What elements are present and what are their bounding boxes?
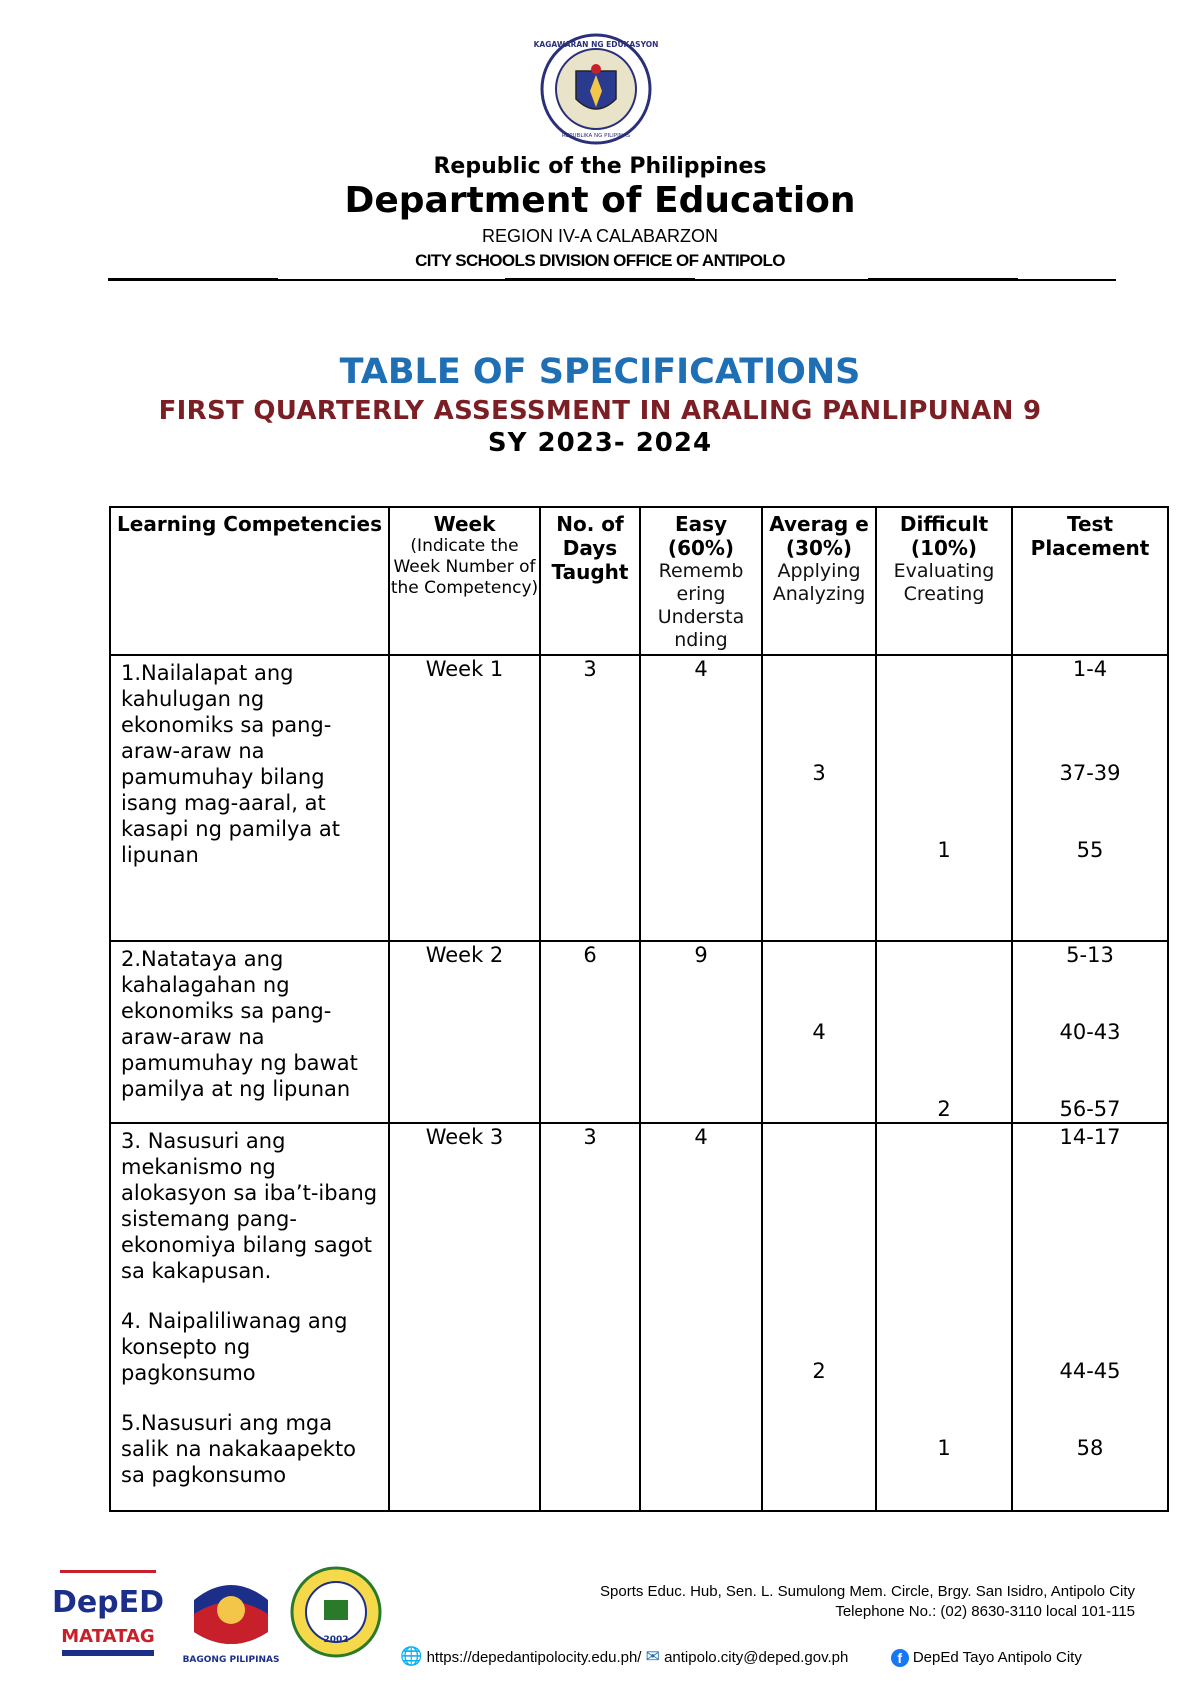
footer-address-block — [600, 1582, 1135, 1622]
week-cell: Week 3 — [389, 1123, 540, 1511]
email-icon: ✉ — [645, 1647, 660, 1666]
website-link[interactable]: https://depedantipolocity.edu.ph/ — [426, 1649, 642, 1666]
difficult-value: 1 — [937, 1436, 951, 1460]
document-subtitle: FIRST QUARTERLY ASSESSMENT IN ARALING PANLIPUNAN 9 — [158, 396, 1042, 426]
placement-average: 37-39 — [1059, 761, 1121, 785]
difficult-value: 1 — [937, 838, 951, 862]
placement-cell — [1012, 1123, 1168, 1511]
svg-text:2002: 2002 — [323, 1635, 349, 1645]
competency-text: 4. Naipaliliwanag ang konsepto ng pagkonsumo — [121, 1309, 348, 1385]
header-easy-sub: Rememb ering Understa nding — [657, 560, 745, 651]
placement-difficult: 55 — [1076, 838, 1104, 862]
division-heading: CITY SCHOOLS DIVISION OFFICE OF ANTIPOLO — [415, 251, 785, 270]
email-link[interactable]: antipolo.city@deped.gov.ph — [664, 1649, 849, 1666]
republic-heading: Republic of the Philippines — [433, 154, 767, 179]
facebook-icon: f — [891, 1649, 909, 1667]
days-cell: 3 — [540, 655, 640, 941]
placement-easy: 14-17 — [1059, 1125, 1121, 1149]
header-week: Week (Indicate the Week Number of the Competency) — [389, 507, 540, 655]
week-cell: Week 2 — [389, 941, 540, 1123]
header-divider-thick-mid — [505, 278, 695, 281]
table-row — [110, 655, 1168, 941]
easy-cell: 9 — [640, 941, 762, 1123]
footer-telephone: Telephone No.: (02) 8630-3110 local 101-115 — [835, 1603, 1135, 1620]
competency-cell — [110, 1123, 389, 1511]
header-divider-thick-right — [868, 278, 1018, 281]
table-row — [110, 941, 1168, 1123]
seal-text: KAGAWARAN NG EDUKASYON — [533, 40, 659, 49]
header-easy: Easy (60%) Rememb ering Understa nding — [640, 507, 762, 655]
average-cell — [762, 1123, 876, 1511]
placement-difficult: 58 — [1076, 1436, 1104, 1460]
placement-average: 44-45 — [1059, 1359, 1121, 1383]
competency-text: 5.Nasusuri ang mga salik na nakakaapekto sa pagkonsumo — [121, 1411, 357, 1487]
difficult-cell — [876, 941, 1012, 1123]
difficult-cell — [876, 1123, 1012, 1511]
header-week-note: (Indicate the Week Number of the Competency) — [390, 536, 539, 598]
seal-text-bottom: REPUBLIKA NG PILIPINAS — [561, 133, 631, 139]
header-placement: Test Placement — [1012, 507, 1168, 655]
division-seal-logo — [290, 1566, 382, 1658]
region-heading: REGION IV-A CALABARZON — [481, 226, 719, 246]
document-title: TABLE OF SPECIFICATIONS — [339, 352, 861, 392]
easy-cell: 4 — [640, 655, 762, 941]
difficult-cell — [876, 655, 1012, 941]
week-cell: Week 1 — [389, 655, 540, 941]
placement-cell — [1012, 655, 1168, 941]
table-header-row — [110, 507, 1168, 655]
header-difficult: Difficult (10%) Evaluating Creating — [876, 507, 1012, 655]
days-cell: 3 — [540, 1123, 640, 1511]
difficult-value: 2 — [937, 1097, 951, 1121]
competency-text: 3. Nasusuri ang mekanismo ng alokasyon sa iba’t-ibang sistemang pang-ekonomiya bilang sagot sa kakapusan. — [121, 1129, 378, 1283]
header-difficult-sub: Evaluating Creating — [893, 560, 995, 605]
svg-text:BAGONG PILIPINAS: BAGONG PILIPINAS — [182, 1655, 280, 1665]
header-days: No. of Days Taught — [540, 507, 640, 655]
deped-seal-logo — [533, 33, 659, 145]
svg-text:DepED: DepED — [51, 1585, 165, 1620]
header-divider-thick-left — [108, 278, 278, 281]
facebook-link[interactable]: DepEd Tayo Antipolo City — [912, 1649, 1082, 1666]
placement-average: 40-43 — [1059, 1020, 1121, 1044]
average-cell — [762, 941, 876, 1123]
placement-difficult: 56-57 — [1059, 1097, 1121, 1121]
days-cell: 6 — [540, 941, 640, 1123]
bagong-pilipinas-logo — [182, 1570, 280, 1666]
svg-text:MATATAG: MATATAG — [61, 1626, 155, 1647]
placement-cell — [1012, 941, 1168, 1123]
deped-matatag-logo — [51, 1568, 165, 1668]
average-cell — [762, 655, 876, 941]
placement-easy: 1-4 — [1072, 657, 1108, 681]
placement-easy: 5-13 — [1066, 943, 1114, 967]
school-year: SY 2023- 2024 — [487, 428, 713, 458]
competency-cell: 1.Nailalapat ang kahulugan ng ekonomiks sa pang-araw-araw na pamumuhay bilang isang mag-aaral, at kasapi ng pamilya at lipunan — [110, 655, 389, 941]
average-value: 4 — [812, 1020, 826, 1044]
header-competencies: Learning Competencies — [110, 507, 389, 655]
header-average: Averag e (30%) Applying Analyzing — [762, 507, 876, 655]
specifications-table — [109, 506, 1169, 1512]
globe-icon: 🌐 — [400, 1646, 423, 1666]
table-row — [110, 1123, 1168, 1511]
competency-cell: 2.Natataya ang kahalagahan ng ekonomiks sa pang-araw-araw na pamumuhay ng bawat pamilya at ng lipunan — [110, 941, 389, 1123]
footer-links — [400, 1646, 1082, 1667]
header-average-sub: Applying Analyzing — [772, 560, 866, 605]
department-heading: Department of Education — [344, 180, 856, 221]
easy-cell: 4 — [640, 1123, 762, 1511]
average-value: 2 — [812, 1359, 826, 1383]
footer-address: Sports Educ. Hub, Sen. L. Sumulong Mem. Circle, Brgy. San Isidro, Antipolo City — [600, 1583, 1135, 1600]
average-value: 3 — [812, 761, 826, 785]
